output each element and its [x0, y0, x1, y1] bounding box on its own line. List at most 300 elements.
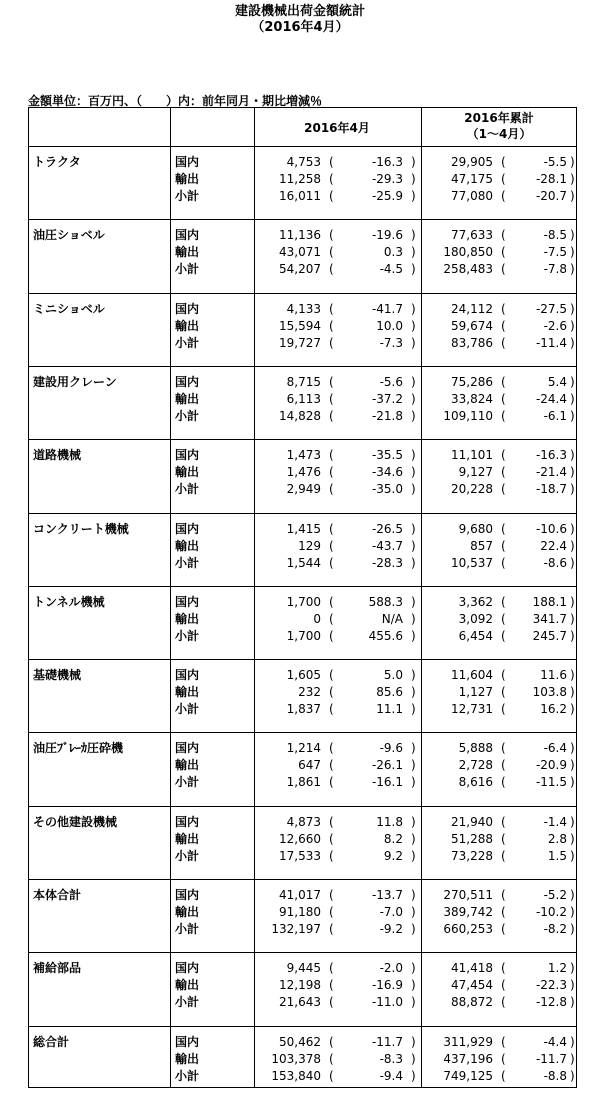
paren-open: ( — [329, 539, 334, 553]
month-value: 1,861 — [286, 775, 321, 789]
month-value: 41,017 — [279, 888, 321, 902]
month-change-pct: -13.7 — [371, 888, 403, 902]
month-value: 8,715 — [286, 375, 321, 389]
cumulative-change-pct: -28.1 — [535, 172, 567, 186]
paren-open: ( — [329, 189, 334, 203]
cumulative-change-pct: -4.4 — [543, 1035, 567, 1049]
cumulative-value: 9,680 — [458, 522, 493, 536]
row-type-label: 輸出 — [175, 758, 200, 772]
paren-open: ( — [501, 228, 506, 242]
cumulative-value: 258,483 — [443, 262, 493, 276]
paren-close: ) — [570, 319, 575, 333]
header-month: 2016年4月 — [304, 121, 370, 135]
paren-close: ) — [411, 448, 416, 462]
month-value: 1,605 — [286, 668, 321, 682]
column-divider — [170, 108, 171, 1087]
category-name: 総合計 — [33, 1035, 70, 1049]
cumulative-value: 10,537 — [451, 556, 493, 570]
category-name: 油圧ﾌﾞﾚｰｶ圧砕機 — [33, 741, 124, 755]
paren-close: ) — [570, 922, 575, 936]
group-divider — [29, 586, 576, 587]
group-divider — [29, 1026, 576, 1027]
group-divider — [29, 879, 576, 880]
paren-close: ) — [411, 262, 416, 276]
row-type-label: 輸出 — [175, 172, 200, 186]
paren-close: ) — [411, 409, 416, 423]
unit-note: 金額単位：百万円、（ ）内：前年同月・期比増減％ — [28, 94, 323, 108]
paren-close: ) — [411, 319, 416, 333]
paren-close: ) — [411, 685, 416, 699]
row-type-label: 国内 — [175, 668, 200, 682]
paren-open: ( — [501, 849, 506, 863]
paren-close: ) — [411, 556, 416, 570]
row-type-label: 国内 — [175, 815, 200, 829]
cumulative-value: 749,125 — [443, 1069, 493, 1083]
month-value: 2,949 — [286, 482, 321, 496]
row-type-label: 国内 — [175, 448, 200, 462]
cumulative-value: 3,362 — [458, 595, 493, 609]
paren-open: ( — [501, 922, 506, 936]
month-value: 4,753 — [286, 155, 321, 169]
category-name: トンネル機械 — [33, 595, 105, 609]
paren-close: ) — [570, 1069, 575, 1083]
cumulative-value: 11,604 — [451, 668, 493, 682]
paren-open: ( — [329, 392, 334, 406]
paren-close: ) — [570, 629, 575, 643]
row-type-label: 小計 — [175, 775, 200, 789]
paren-open: ( — [501, 595, 506, 609]
row-type-label: 小計 — [175, 482, 200, 496]
paren-open: ( — [329, 172, 334, 186]
paren-close: ) — [570, 375, 575, 389]
paren-open: ( — [501, 832, 506, 846]
cumulative-value: 389,742 — [443, 905, 493, 919]
cumulative-change-pct: 16.2 — [540, 702, 567, 716]
month-change-pct: 11.1 — [376, 702, 403, 716]
row-type-label: 輸出 — [175, 612, 200, 626]
cumulative-value: 33,824 — [451, 392, 493, 406]
cumulative-change-pct: -12.8 — [535, 995, 567, 1009]
paren-close: ) — [570, 448, 575, 462]
cumulative-value: 660,253 — [443, 922, 493, 936]
paren-close: ) — [411, 832, 416, 846]
paren-open: ( — [329, 228, 334, 242]
month-change-pct: -5.6 — [379, 375, 403, 389]
month-change-pct: -11.0 — [371, 995, 403, 1009]
cumulative-change-pct: 5.4 — [547, 375, 567, 389]
month-change-pct: -28.3 — [371, 556, 403, 570]
paren-open: ( — [501, 448, 506, 462]
paren-open: ( — [329, 905, 334, 919]
paren-close: ) — [411, 482, 416, 496]
group-divider — [29, 659, 576, 660]
category-name: 油圧ショベル — [33, 228, 105, 242]
month-change-pct: -2.0 — [379, 961, 403, 975]
header-divider — [29, 146, 576, 147]
paren-open: ( — [329, 336, 334, 350]
paren-open: ( — [501, 995, 506, 1009]
paren-open: ( — [329, 556, 334, 570]
paren-close: ) — [570, 775, 575, 789]
month-change-pct: -9.4 — [379, 1069, 403, 1083]
paren-open: ( — [329, 612, 334, 626]
month-value: 9,445 — [286, 961, 321, 975]
group-divider — [29, 732, 576, 733]
paren-close: ) — [411, 539, 416, 553]
row-type-label: 小計 — [175, 702, 200, 716]
row-type-label: 小計 — [175, 629, 200, 643]
cumulative-value: 83,786 — [451, 336, 493, 350]
row-type-label: 輸出 — [175, 245, 200, 259]
paren-open: ( — [501, 741, 506, 755]
paren-close: ) — [570, 849, 575, 863]
cumulative-value: 24,112 — [451, 302, 493, 316]
month-change-pct: -16.9 — [371, 978, 403, 992]
paren-open: ( — [501, 612, 506, 626]
month-change-pct: 5.0 — [383, 668, 403, 682]
cumulative-change-pct: -21.4 — [535, 465, 567, 479]
cumulative-value: 77,080 — [451, 189, 493, 203]
cumulative-change-pct: -24.4 — [535, 392, 567, 406]
cumulative-change-pct: -7.8 — [543, 262, 567, 276]
month-value: 54,207 — [279, 262, 321, 276]
month-value: 1,476 — [286, 465, 321, 479]
paren-open: ( — [501, 668, 506, 682]
paren-open: ( — [329, 922, 334, 936]
paren-open: ( — [329, 245, 334, 259]
paren-open: ( — [329, 1035, 334, 1049]
month-change-pct: 9.2 — [383, 849, 403, 863]
paren-open: ( — [501, 1052, 506, 1066]
month-change-pct: -19.6 — [371, 228, 403, 242]
month-change-pct: 10.0 — [376, 319, 403, 333]
cumulative-value: 8,616 — [458, 775, 493, 789]
paren-close: ) — [411, 189, 416, 203]
cumulative-value: 270,511 — [443, 888, 493, 902]
paren-close: ) — [570, 905, 575, 919]
paren-close: ) — [411, 758, 416, 772]
month-value: 16,011 — [279, 189, 321, 203]
paren-close: ) — [570, 815, 575, 829]
cumulative-value: 5,888 — [458, 741, 493, 755]
month-value: 17,533 — [279, 849, 321, 863]
cumulative-value: 857 — [470, 539, 493, 553]
paren-close: ) — [411, 815, 416, 829]
month-value: 129 — [298, 539, 321, 553]
group-divider — [29, 366, 576, 367]
month-value: 1,837 — [286, 702, 321, 716]
category-name: 基礎機械 — [33, 668, 82, 682]
paren-open: ( — [329, 155, 334, 169]
document-title: 建設機械出荷金額統計 — [234, 4, 365, 19]
paren-close: ) — [411, 849, 416, 863]
cumulative-value: 1,127 — [458, 685, 493, 699]
cumulative-change-pct: -22.3 — [535, 978, 567, 992]
month-change-pct: 11.8 — [376, 815, 403, 829]
cumulative-value: 77,633 — [451, 228, 493, 242]
cumulative-value: 75,286 — [451, 375, 493, 389]
cumulative-change-pct: -16.3 — [535, 448, 567, 462]
row-type-label: 国内 — [175, 302, 200, 316]
paren-close: ) — [411, 522, 416, 536]
paren-open: ( — [501, 336, 506, 350]
month-value: 1,700 — [286, 595, 321, 609]
month-change-pct: -4.5 — [379, 262, 403, 276]
paren-open: ( — [501, 375, 506, 389]
paren-open: ( — [501, 539, 506, 553]
cumulative-change-pct: -8.8 — [543, 1069, 567, 1083]
paren-close: ) — [411, 1069, 416, 1083]
paren-close: ) — [411, 741, 416, 755]
cumulative-value: 2,728 — [458, 758, 493, 772]
category-name: 補給部品 — [33, 961, 82, 975]
paren-close: ) — [570, 1035, 575, 1049]
month-value: 43,071 — [279, 245, 321, 259]
category-name: トラクタ — [33, 155, 81, 169]
month-value: 1,544 — [286, 556, 321, 570]
paren-close: ) — [570, 888, 575, 902]
cumulative-value: 9,127 — [458, 465, 493, 479]
category-name: コンクリート機械 — [33, 522, 129, 536]
row-type-label: 小計 — [175, 1069, 200, 1083]
month-value: 1,415 — [286, 522, 321, 536]
paren-close: ) — [411, 155, 416, 169]
group-divider — [29, 293, 576, 294]
paren-open: ( — [329, 758, 334, 772]
month-value: 14,828 — [279, 409, 321, 423]
paren-close: ) — [570, 522, 575, 536]
cumulative-change-pct: 22.4 — [540, 539, 567, 553]
cumulative-change-pct: -2.6 — [543, 319, 567, 333]
row-type-label: 輸出 — [175, 685, 200, 699]
month-change-pct: -34.6 — [371, 465, 403, 479]
cumulative-change-pct: 2.8 — [547, 832, 567, 846]
paren-close: ) — [570, 595, 575, 609]
paren-open: ( — [501, 629, 506, 643]
month-change-pct: -43.7 — [371, 539, 403, 553]
paren-open: ( — [329, 1069, 334, 1083]
row-type-label: 国内 — [175, 961, 200, 975]
paren-open: ( — [501, 302, 506, 316]
cumulative-change-pct: -6.4 — [543, 741, 567, 755]
row-type-label: 小計 — [175, 922, 200, 936]
month-value: 15,594 — [279, 319, 321, 333]
month-change-pct: -35.0 — [371, 482, 403, 496]
row-type-label: 輸出 — [175, 905, 200, 919]
paren-open: ( — [329, 302, 334, 316]
month-change-pct: 455.6 — [368, 629, 403, 643]
month-change-pct: -16.3 — [371, 155, 403, 169]
month-change-pct: -8.3 — [379, 1052, 403, 1066]
paren-open: ( — [501, 409, 506, 423]
month-change-pct: 0.3 — [383, 245, 403, 259]
paren-open: ( — [329, 995, 334, 1009]
cumulative-change-pct: -18.7 — [535, 482, 567, 496]
month-change-pct: -41.7 — [371, 302, 403, 316]
month-change-pct: 588.3 — [368, 595, 403, 609]
row-type-label: 小計 — [175, 409, 200, 423]
paren-open: ( — [329, 978, 334, 992]
paren-close: ) — [570, 228, 575, 242]
cumulative-change-pct: -11.4 — [535, 336, 567, 350]
month-change-pct: 85.6 — [376, 685, 403, 699]
row-type-label: 小計 — [175, 849, 200, 863]
paren-open: ( — [501, 262, 506, 276]
cumulative-change-pct: -5.2 — [543, 888, 567, 902]
group-divider — [29, 439, 576, 440]
paren-close: ) — [570, 409, 575, 423]
row-type-label: 国内 — [175, 595, 200, 609]
month-change-pct: -9.6 — [379, 741, 403, 755]
paren-open: ( — [329, 482, 334, 496]
paren-open: ( — [501, 685, 506, 699]
row-type-label: 国内 — [175, 522, 200, 536]
month-change-pct: -25.9 — [371, 189, 403, 203]
paren-close: ) — [570, 539, 575, 553]
cumulative-change-pct: 11.6 — [540, 668, 567, 682]
paren-close: ) — [570, 155, 575, 169]
group-divider — [29, 219, 576, 220]
paren-open: ( — [329, 888, 334, 902]
month-value: 91,180 — [279, 905, 321, 919]
month-change-pct: -7.3 — [379, 336, 403, 350]
cumulative-value: 21,940 — [451, 815, 493, 829]
paren-close: ) — [411, 228, 416, 242]
month-value: 4,133 — [286, 302, 321, 316]
cumulative-change-pct: -6.1 — [543, 409, 567, 423]
paren-open: ( — [329, 815, 334, 829]
cumulative-value: 20,228 — [451, 482, 493, 496]
month-value: 153,840 — [271, 1069, 321, 1083]
cumulative-value: 47,175 — [451, 172, 493, 186]
paren-close: ) — [570, 336, 575, 350]
paren-close: ) — [570, 702, 575, 716]
paren-open: ( — [501, 758, 506, 772]
cumulative-change-pct: -7.5 — [543, 245, 567, 259]
paren-close: ) — [411, 702, 416, 716]
row-type-label: 小計 — [175, 995, 200, 1009]
paren-open: ( — [329, 685, 334, 699]
category-name: ミニショベル — [33, 302, 105, 316]
month-value: 11,258 — [279, 172, 321, 186]
cumulative-value: 109,110 — [443, 409, 493, 423]
cumulative-change-pct: -8.2 — [543, 922, 567, 936]
paren-close: ) — [411, 375, 416, 389]
paren-open: ( — [501, 482, 506, 496]
paren-open: ( — [329, 668, 334, 682]
cumulative-value: 29,905 — [451, 155, 493, 169]
paren-open: ( — [501, 155, 506, 169]
paren-close: ) — [411, 1052, 416, 1066]
paren-close: ) — [411, 336, 416, 350]
paren-close: ) — [570, 961, 575, 975]
paren-close: ) — [411, 302, 416, 316]
paren-open: ( — [329, 961, 334, 975]
cumulative-change-pct: 103.8 — [532, 685, 567, 699]
paren-close: ) — [411, 668, 416, 682]
cumulative-value: 311,929 — [443, 1035, 493, 1049]
row-type-label: 国内 — [175, 888, 200, 902]
paren-close: ) — [411, 465, 416, 479]
paren-close: ) — [570, 832, 575, 846]
paren-open: ( — [501, 172, 506, 186]
paren-open: ( — [329, 775, 334, 789]
row-type-label: 小計 — [175, 336, 200, 350]
paren-close: ) — [411, 612, 416, 626]
cumulative-change-pct: -8.6 — [543, 556, 567, 570]
cumulative-change-pct: -5.5 — [543, 155, 567, 169]
cumulative-value: 180,850 — [443, 245, 493, 259]
paren-close: ) — [411, 595, 416, 609]
month-change-pct: N/A — [381, 612, 403, 626]
cumulative-change-pct: -10.6 — [535, 522, 567, 536]
cumulative-value: 59,674 — [451, 319, 493, 333]
row-type-label: 小計 — [175, 556, 200, 570]
row-type-label: 小計 — [175, 262, 200, 276]
month-change-pct: -29.3 — [371, 172, 403, 186]
cumulative-change-pct: 1.2 — [547, 961, 567, 975]
paren-open: ( — [501, 556, 506, 570]
paren-open: ( — [329, 465, 334, 479]
paren-open: ( — [329, 1052, 334, 1066]
month-value: 132,197 — [271, 922, 321, 936]
cumulative-change-pct: -8.5 — [543, 228, 567, 242]
paren-open: ( — [329, 629, 334, 643]
paren-open: ( — [501, 1035, 506, 1049]
cumulative-value: 51,288 — [451, 832, 493, 846]
paren-close: ) — [411, 1035, 416, 1049]
month-value: 50,462 — [279, 1035, 321, 1049]
cumulative-value: 47,454 — [451, 978, 493, 992]
row-type-label: 国内 — [175, 741, 200, 755]
paren-close: ) — [570, 741, 575, 755]
paren-open: ( — [329, 741, 334, 755]
paren-close: ) — [411, 961, 416, 975]
paren-open: ( — [329, 595, 334, 609]
paren-close: ) — [570, 302, 575, 316]
month-value: 21,643 — [279, 995, 321, 1009]
category-name: その他建設機械 — [33, 815, 118, 829]
paren-open: ( — [501, 978, 506, 992]
paren-open: ( — [501, 815, 506, 829]
row-type-label: 国内 — [175, 375, 200, 389]
row-type-label: 輸出 — [175, 319, 200, 333]
cumulative-change-pct: -11.7 — [535, 1052, 567, 1066]
group-divider — [29, 513, 576, 514]
cumulative-value: 88,872 — [451, 995, 493, 1009]
paren-close: ) — [411, 775, 416, 789]
month-value: 12,660 — [279, 832, 321, 846]
header-cumulative-range: （1～4月） — [466, 127, 532, 141]
paren-close: ) — [570, 758, 575, 772]
cumulative-change-pct: 188.1 — [532, 595, 567, 609]
paren-close: ) — [570, 668, 575, 682]
paren-open: ( — [501, 319, 506, 333]
paren-close: ) — [411, 245, 416, 259]
month-value: 1,700 — [286, 629, 321, 643]
paren-close: ) — [570, 1052, 575, 1066]
cumulative-change-pct: -27.5 — [535, 302, 567, 316]
paren-close: ) — [411, 922, 416, 936]
paren-close: ) — [411, 172, 416, 186]
paren-close: ) — [570, 612, 575, 626]
month-change-pct: 8.2 — [383, 832, 403, 846]
paren-close: ) — [411, 888, 416, 902]
cumulative-change-pct: 245.7 — [532, 629, 567, 643]
paren-open: ( — [329, 319, 334, 333]
month-change-pct: -35.5 — [371, 448, 403, 462]
cumulative-value: 73,228 — [451, 849, 493, 863]
